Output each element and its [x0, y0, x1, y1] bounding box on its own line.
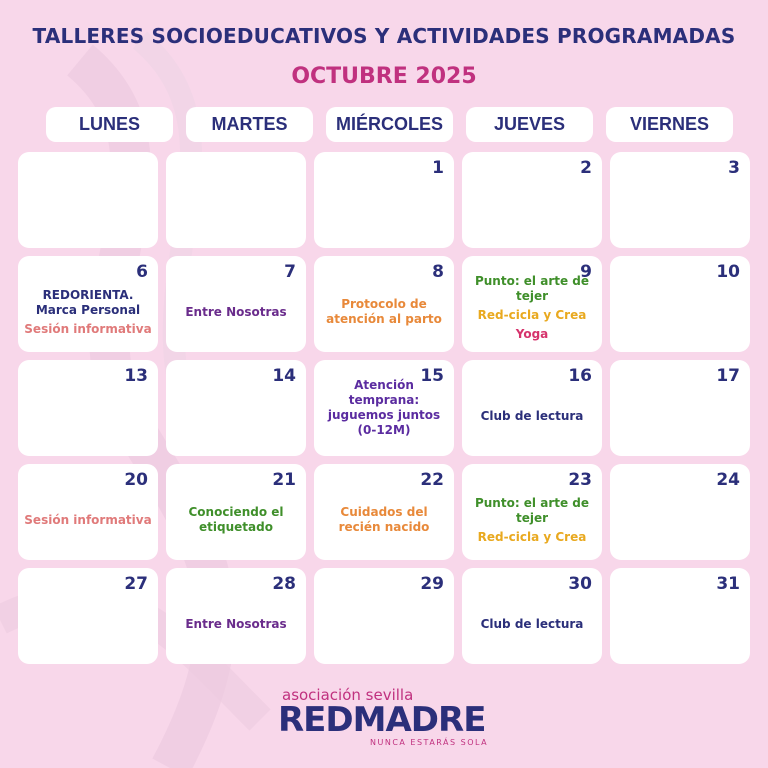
day-number: 2	[580, 158, 592, 178]
calendar-day-cell	[462, 256, 602, 352]
day-number: 20	[124, 470, 148, 490]
calendar-day-cell	[610, 152, 750, 248]
event-label: Sesión informativa	[24, 512, 152, 527]
weekday-header-row	[46, 107, 733, 142]
logo-wordmark-red: RED	[278, 700, 353, 740]
month-subtitle: OCTUBRE 2025	[291, 64, 477, 89]
calendar-day-cell	[18, 360, 158, 456]
calendar-day-cell	[314, 360, 454, 456]
day-number: 15	[420, 366, 444, 386]
calendar-grid	[18, 152, 752, 664]
calendar-day-cell	[166, 360, 306, 456]
calendar-day-cell	[462, 152, 602, 248]
weekday-header-thursday: JUEVES	[466, 107, 593, 142]
calendar-day-cell	[18, 568, 158, 664]
calendar-day-cell	[18, 256, 158, 352]
event-label: Club de lectura	[480, 616, 584, 631]
calendar-day-cell	[314, 152, 454, 248]
event-label: Club de lectura	[480, 408, 584, 423]
logo-wordmark-madre: MADRE	[352, 700, 486, 740]
calendar-day-cell	[462, 360, 602, 456]
logo-tagline: NUNCA ESTARÁS SOLA	[370, 738, 489, 747]
calendar-day-cell	[166, 464, 306, 560]
event-label: Conociendo el etiquetado	[188, 505, 284, 534]
day-number: 28	[272, 574, 296, 594]
event-label: Protocolo de atención al parto	[326, 297, 442, 326]
event-label: Punto: el arte de tejer	[474, 495, 590, 525]
calendar-day-cell	[462, 464, 602, 560]
calendar-day-cell	[314, 464, 454, 560]
calendar-day-cell	[610, 568, 750, 664]
day-number: 23	[568, 470, 592, 490]
day-number: 13	[124, 366, 148, 386]
event-label: Entre Nosotras	[185, 304, 287, 319]
day-number: 8	[432, 262, 444, 282]
day-number: 17	[716, 366, 740, 386]
event-label: Sesión informativa	[24, 321, 152, 336]
day-number: 29	[420, 574, 444, 594]
day-number: 22	[420, 470, 444, 490]
calendar-day-cell	[18, 152, 158, 248]
logo-wordmark	[278, 700, 485, 740]
event-label: Red-cicla y Crea	[477, 529, 587, 544]
day-number: 7	[284, 262, 296, 282]
weekday-header-friday: VIERNES	[606, 107, 733, 142]
calendar-day-cell	[610, 464, 750, 560]
weekday-header-monday: LUNES	[46, 107, 173, 142]
redmadre-logo	[270, 686, 500, 752]
event-label: Yoga	[515, 327, 549, 341]
logo-association-text: asociación sevilla	[282, 686, 414, 704]
event-label: Punto: el arte de tejer	[474, 274, 590, 303]
day-number: 24	[716, 470, 740, 490]
event-label: Entre Nosotras	[185, 616, 287, 631]
day-number: 9	[580, 262, 592, 282]
day-number: 16	[568, 366, 592, 386]
day-number: 10	[716, 262, 740, 282]
day-number: 31	[716, 574, 740, 594]
calendar-day-cell	[610, 256, 750, 352]
page-title: TALLERES SOCIOEDUCATIVOS Y ACTIVIDADES PROGRAMADAS	[32, 24, 736, 48]
calendar-day-cell	[314, 256, 454, 352]
event-label: Cuidados del recién nacido	[338, 505, 430, 534]
weekday-header-wednesday: MIÉRCOLES	[326, 107, 453, 142]
calendar-day-cell	[166, 256, 306, 352]
day-number: 30	[568, 574, 592, 594]
calendar-day-cell	[18, 464, 158, 560]
calendar-day-cell	[166, 568, 306, 664]
event-label: Red-cicla y Crea	[477, 308, 587, 322]
day-number: 6	[136, 262, 148, 282]
day-number: 14	[272, 366, 296, 386]
calendar-day-cell	[462, 568, 602, 664]
day-number: 3	[728, 158, 740, 178]
event-label: Atención temprana: juguemos juntos (0-12M)	[327, 378, 441, 437]
day-number: 27	[124, 574, 148, 594]
weekday-header-tuesday: MARTES	[186, 107, 313, 142]
day-number: 21	[272, 470, 296, 490]
day-number: 1	[432, 158, 444, 178]
calendar-day-cell	[610, 360, 750, 456]
calendar-day-cell	[314, 568, 454, 664]
event-label: REDORIENTA. Marca Personal	[35, 287, 141, 317]
calendar-day-cell	[166, 152, 306, 248]
